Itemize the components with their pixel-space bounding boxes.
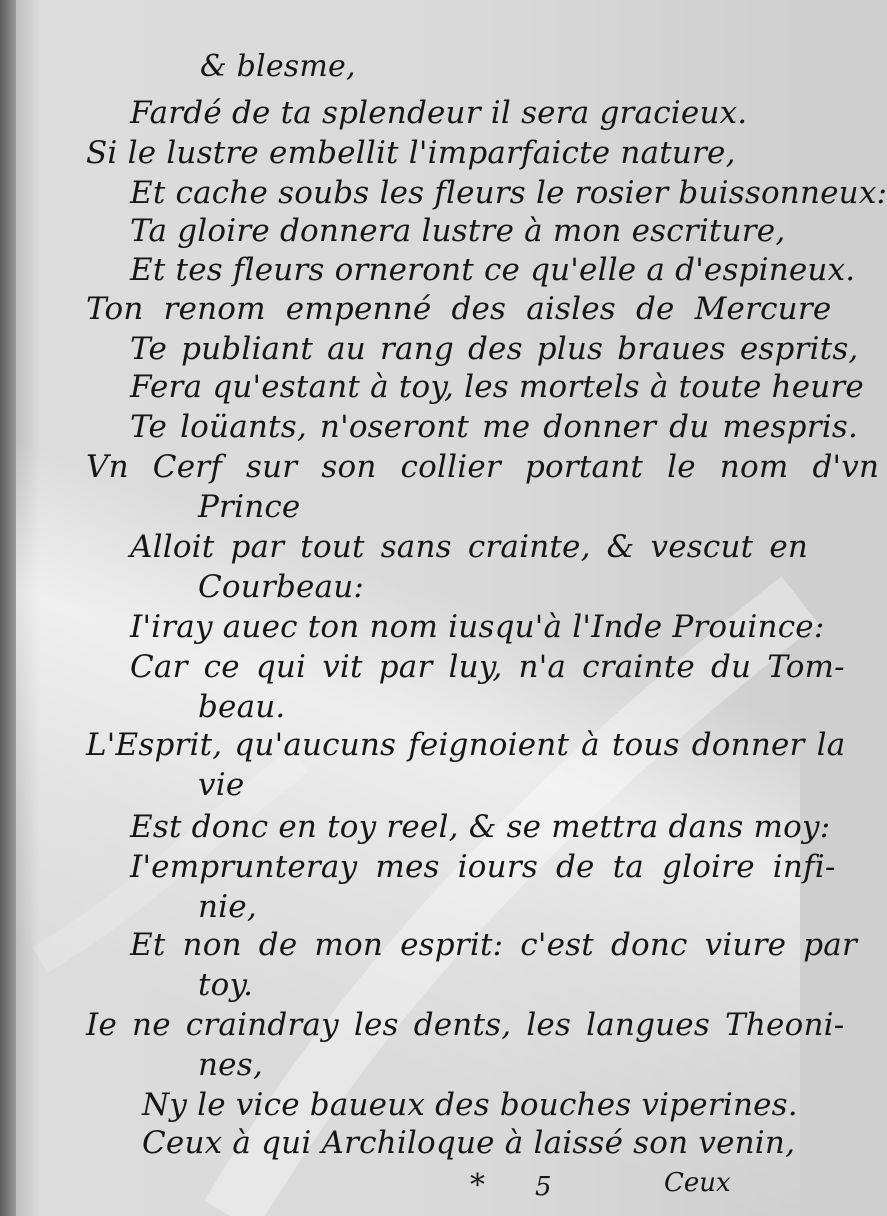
poem-line: L'Esprit, qu'aucuns feignoient à tous donner la [86,727,846,763]
poem-line: Et non de mon esprit: c'est donc viure par [130,927,857,963]
poem-line: toy. [198,967,254,1003]
poem-line: I'emprunteray mes iours de ta gloire infi- [130,849,836,885]
binding-gutter [0,0,16,1216]
page-number: 5 [535,1172,552,1202]
poem-line: Prince [198,489,301,525]
poem-line: Car ce qui vit par luy, n'a crainte du Tom- [130,649,845,685]
poem-line: Vn Cerf sur son collier portant le nom d'vn [86,449,880,485]
poem-line: nie, [198,889,257,925]
poem-line: Fera qu'estant à toy, les mortels à toute heure [130,369,864,405]
poem-line: Te loüants, n'oseront me donner du mespris. [130,409,859,445]
poem-line: Est donc en toy reel, & se mettra dans moy: [130,809,831,845]
poem-line: Et tes fleurs orneront ce qu'elle a d'espineux. [130,252,856,288]
poem-line: Te publiant au rang des plus braues esprits, [130,331,859,367]
poem-line: Ta gloire donnera lustre à mon escriture, [130,213,786,249]
poem-line: beau. [198,689,286,725]
poem-line: I'iray auec ton nom iusqu'à l'Inde Prouince: [130,609,825,645]
signature-mark: * [470,1168,485,1203]
poem-line: & blesme, [200,49,356,84]
poem-line: Courbeau: [198,569,365,605]
poem-line: Si le lustre embellit l'imparfaicte nature, [86,135,736,171]
poem-line: Ie ne craindray les dents, les langues Theoni- [86,1007,845,1043]
poem-line: vie [198,767,245,803]
poem-line: Fardé de ta splendeur il sera gracieux. [130,95,748,131]
catchword: Ceux [664,1168,731,1198]
poem-line: Alloit par tout sans crainte, & vescut en [130,529,809,565]
poem-line: Ny le vice baueux des bouches viperines. [142,1087,798,1123]
poem-line: nes, [198,1047,263,1083]
poem-line: Ton renom empenné des aisles de Mercure [86,291,832,327]
poem-line: Ceux à qui Archiloque à laissé son venin, [142,1125,796,1161]
poem-line: Et cache soubs les fleurs le rosier buissonneux: [130,175,887,211]
